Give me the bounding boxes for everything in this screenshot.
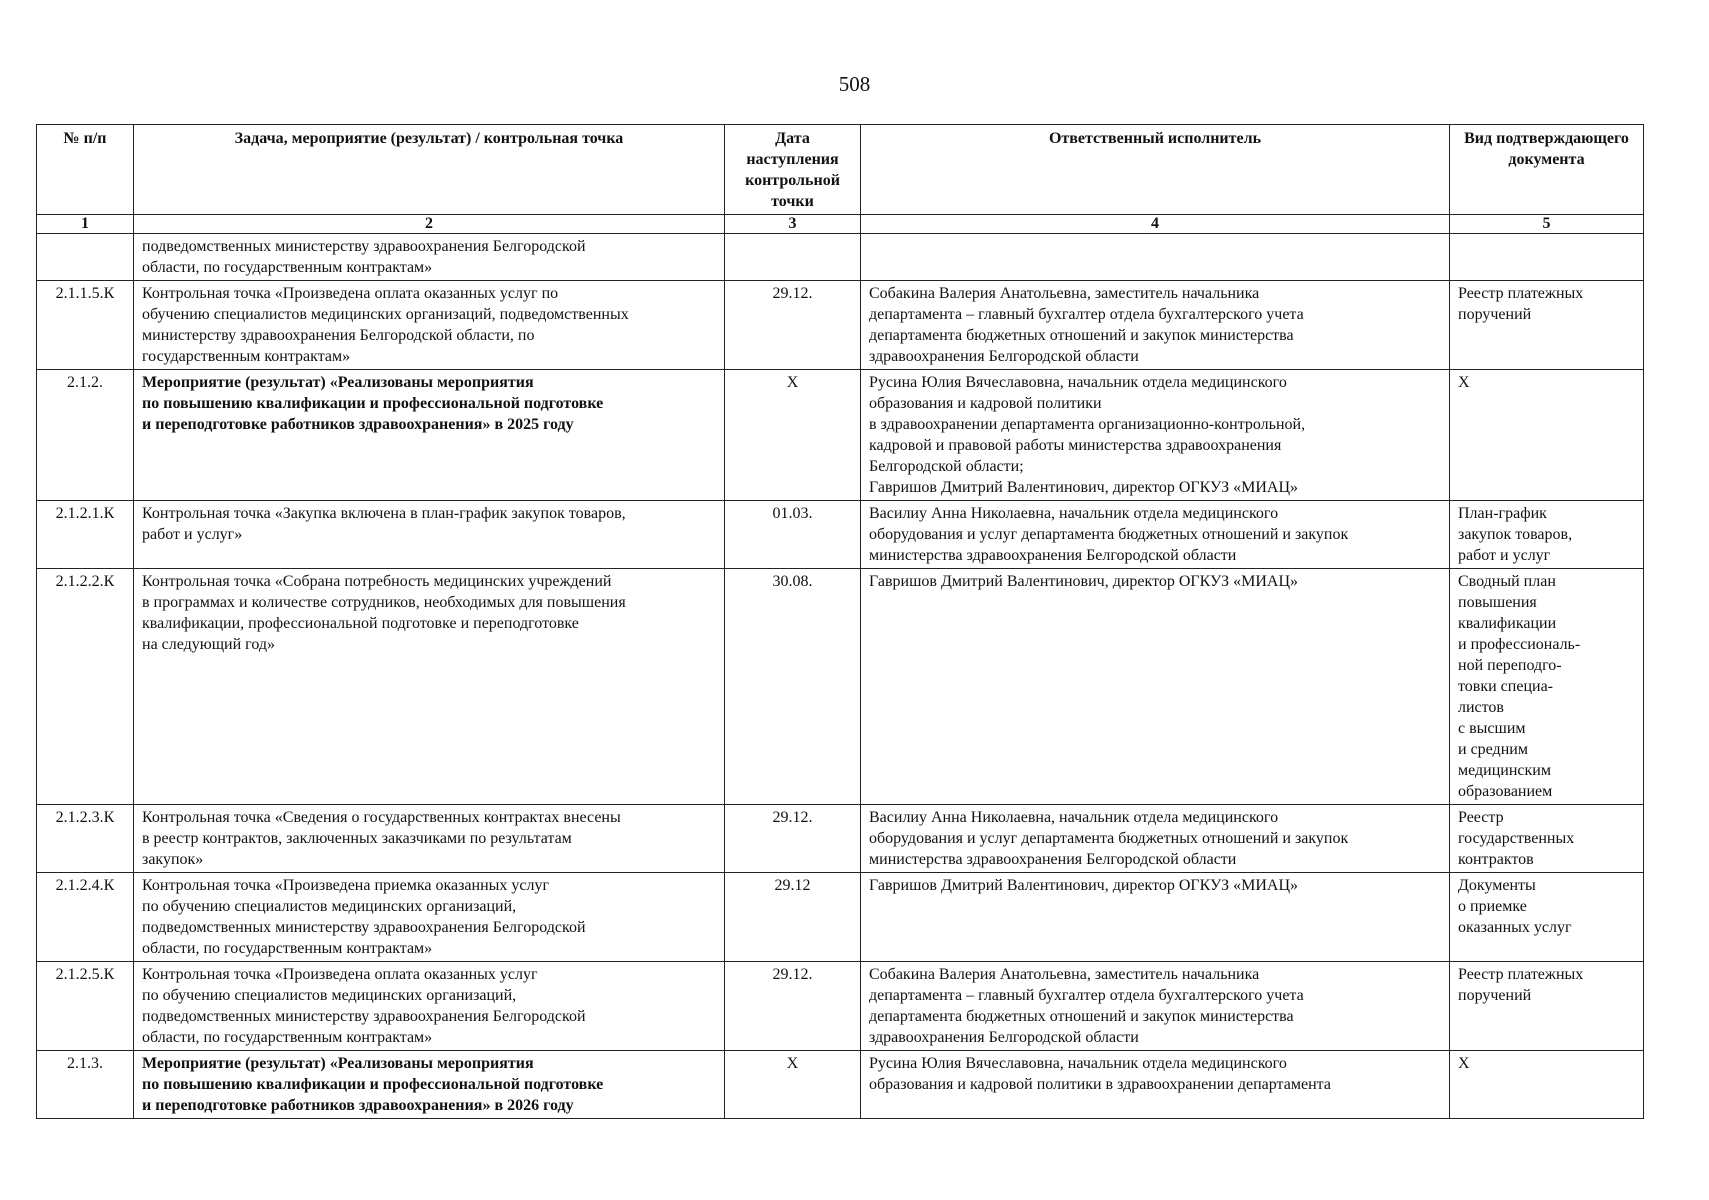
row-date: 01.03.	[725, 501, 861, 569]
row-task: Контрольная точка «Произведена приемка оказанных услуг по обучению специалистов медицинских организаций, подведомственных министерству здравоохранения Белгородской области, по государственным контрактам»	[134, 873, 725, 962]
row-document: Документы о приемке оказанных услуг	[1450, 873, 1644, 962]
control-points-table	[36, 124, 1644, 1119]
header-date: Дата наступления контрольной точки	[725, 125, 861, 215]
row-number: 2.1.3.	[37, 1051, 134, 1119]
row-number: 2.1.2.4.К	[37, 873, 134, 962]
row-executor: Русина Юлия Вячеславовна, начальник отдела медицинского образования и кадровой политики в здравоохранении департамента организационно-контрольной, кадровой и правовой работы министерства здравоохранения Белгородской области; Гавришов Дмитрий Валентинович, директор ОГКУЗ «МИАЦ»	[861, 370, 1450, 501]
row-date: Х	[725, 370, 861, 501]
row-document: Реестр государственных контрактов	[1450, 805, 1644, 873]
column-number: 4	[861, 215, 1450, 234]
row-document	[1450, 234, 1644, 281]
row-executor: Собакина Валерия Анатольевна, заместитель начальника департамента – главный бухгалтер отдела бухгалтерского учета департамента бюджетных отношений и закупок министерства здравоохранения Белгородской области	[861, 281, 1450, 370]
header-executor: Ответственный исполнитель	[861, 125, 1450, 215]
table-row	[37, 1051, 1644, 1119]
header-num: № п/п	[37, 125, 134, 215]
header-task: Задача, мероприятие (результат) / контрольная точка	[134, 125, 725, 215]
row-number: 2.1.2.5.К	[37, 962, 134, 1051]
row-number: 2.1.2.3.К	[37, 805, 134, 873]
table-row	[37, 234, 1644, 281]
row-date: Х	[725, 1051, 861, 1119]
header-document: Вид подтверждающего документа	[1450, 125, 1644, 215]
row-executor	[861, 234, 1450, 281]
table-header-row	[37, 125, 1644, 215]
row-number	[37, 234, 134, 281]
row-task: Контрольная точка «Произведена оплата оказанных услуг по обучению специалистов медицинских организаций, подведомственных министерству здравоохранения Белгородской области, по государственным контрактам»	[134, 281, 725, 370]
row-task: Мероприятие (результат) «Реализованы мероприятия по повышению квалификации и профессиональной подготовке и переподготовке работников здравоохранения» в 2026 году	[134, 1051, 725, 1119]
row-task: Контрольная точка «Собрана потребность медицинских учреждений в программах и количестве сотрудников, необходимых для повышения квалификации, профессиональной подготовке и переподготовке на следующий год»	[134, 569, 725, 805]
row-date	[725, 234, 861, 281]
column-number: 5	[1450, 215, 1644, 234]
row-task: Контрольная точка «Сведения о государственных контрактах внесены в реестр контрактов, заключенных заказчиками по результатам закупок»	[134, 805, 725, 873]
row-document: Х	[1450, 370, 1644, 501]
row-executor: Гавришов Дмитрий Валентинович, директор ОГКУЗ «МИАЦ»	[861, 873, 1450, 962]
table-row	[37, 873, 1644, 962]
row-document: Реестр платежных поручений	[1450, 962, 1644, 1051]
row-number: 2.1.2.2.К	[37, 569, 134, 805]
row-task: Контрольная точка «Закупка включена в план-график закупок товаров, работ и услуг»	[134, 501, 725, 569]
row-document: Х	[1450, 1051, 1644, 1119]
row-executor: Собакина Валерия Анатольевна, заместитель начальника департамента – главный бухгалтер отдела бухгалтерского учета департамента бюджетных отношений и закупок министерства здравоохранения Белгородской области	[861, 962, 1450, 1051]
row-executor: Русина Юлия Вячеславовна, начальник отдела медицинского образования и кадровой политики в здравоохранении департамента	[861, 1051, 1450, 1119]
row-task: Мероприятие (результат) «Реализованы мероприятия по повышению квалификации и профессиональной подготовке и переподготовке работников здравоохранения» в 2025 году	[134, 370, 725, 501]
row-number: 2.1.2.1.К	[37, 501, 134, 569]
table-row	[37, 805, 1644, 873]
row-executor: Василиу Анна Николаевна, начальник отдела медицинского оборудования и услуг департамента бюджетных отношений и закупок министерства здравоохранения Белгородской области	[861, 501, 1450, 569]
row-task: подведомственных министерству здравоохранения Белгородской области, по государственным контрактам»	[134, 234, 725, 281]
table-row	[37, 569, 1644, 805]
column-number: 1	[37, 215, 134, 234]
row-document: План-график закупок товаров, работ и услуг	[1450, 501, 1644, 569]
page-number: 508	[838, 72, 871, 96]
column-numbers-row	[37, 215, 1644, 234]
row-document: Реестр платежных поручений	[1450, 281, 1644, 370]
row-date: 30.08.	[725, 569, 861, 805]
row-number: 2.1.2.	[37, 370, 134, 501]
table-row	[37, 962, 1644, 1051]
row-task: Контрольная точка «Произведена оплата оказанных услуг по обучению специалистов медицинских организаций, подведомственных министерству здравоохранения Белгородской области, по государственным контрактам»	[134, 962, 725, 1051]
column-number: 2	[134, 215, 725, 234]
row-date: 29.12.	[725, 962, 861, 1051]
column-number: 3	[725, 215, 861, 234]
table-row	[37, 501, 1644, 569]
row-document: Сводный план повышения квалификации и профессиональ- ной переподго- товки специа- листов с высшим и средним медицинским образованием	[1450, 569, 1644, 805]
row-date: 29.12	[725, 873, 861, 962]
row-executor: Гавришов Дмитрий Валентинович, директор ОГКУЗ «МИАЦ»	[861, 569, 1450, 805]
row-date: 29.12.	[725, 281, 861, 370]
table-row	[37, 281, 1644, 370]
row-date: 29.12.	[725, 805, 861, 873]
row-executor: Василиу Анна Николаевна, начальник отдела медицинского оборудования и услуг департамента бюджетных отношений и закупок министерства здравоохранения Белгородской области	[861, 805, 1450, 873]
table-row	[37, 370, 1644, 501]
row-number: 2.1.1.5.К	[37, 281, 134, 370]
